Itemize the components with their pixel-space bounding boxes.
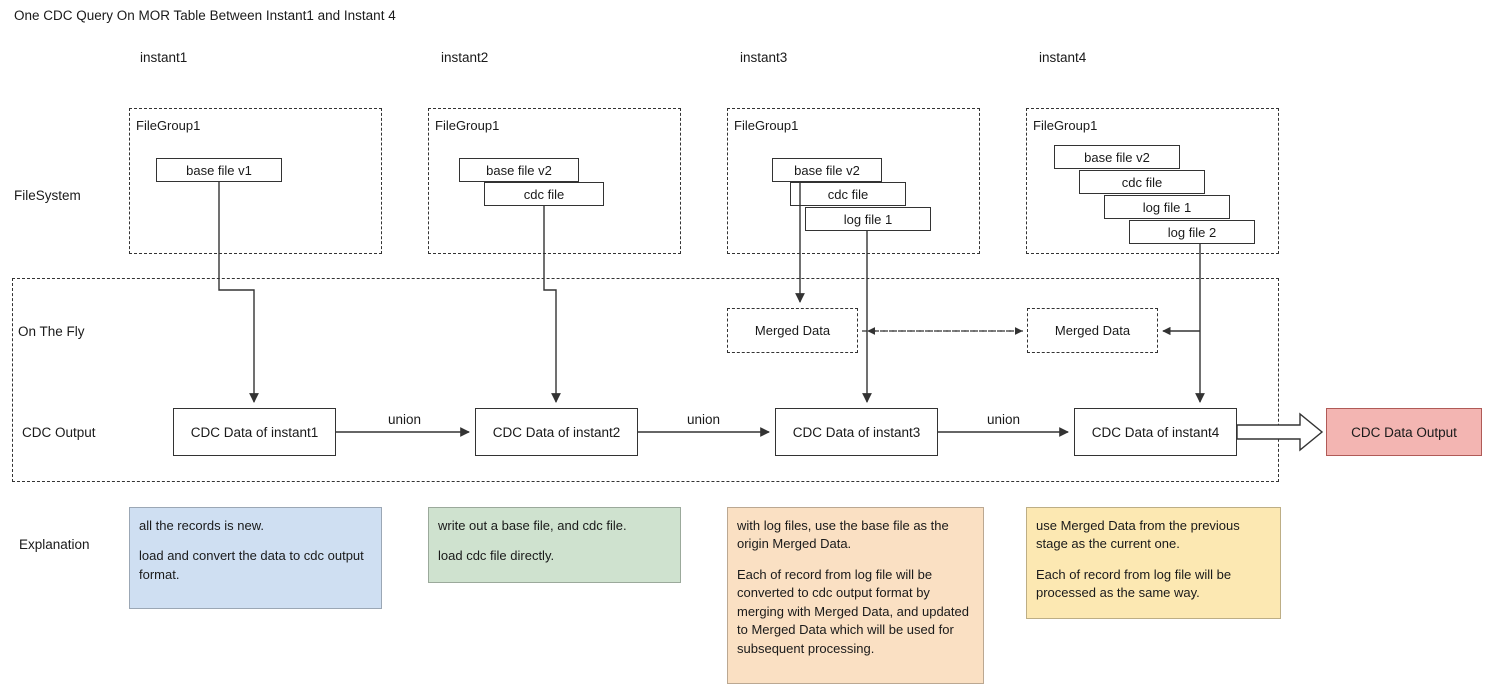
cdc-data-box-instant4: CDC Data of instant4 [1074, 408, 1237, 456]
explanation-note-instant3 [727, 507, 984, 684]
filegroup-label-instant3: FileGroup1 [734, 118, 799, 133]
file-box-base-file-v1: base file v1 [156, 158, 282, 182]
row-label-cdc-output: CDC Output [22, 425, 96, 440]
cdc-data-box-instant1: CDC Data of instant1 [173, 408, 336, 456]
explanation-paragraph: load and convert the data to cdc output format. [139, 548, 364, 582]
explanation-paragraph: write out a base file, and cdc file. [438, 518, 627, 533]
file-box-log-file-1-i4: log file 1 [1104, 195, 1230, 219]
union-label-3: union [987, 412, 1021, 427]
union-label-2: union [687, 412, 721, 427]
row-label-explanation: Explanation [19, 537, 90, 552]
explanation-paragraph: Each of record from log file will be converted to cdc output format by merging with Merged Data, and updated to Merged Data which will be used for subsequent processing. [737, 566, 969, 656]
file-box-base-file-v2-i3: base file v2 [772, 158, 882, 182]
filegroup-label-instant1: FileGroup1 [136, 118, 201, 133]
file-box-cdc-file-i4: cdc file [1079, 170, 1205, 194]
file-box-cdc-file-i2: cdc file [484, 182, 604, 206]
filegroup-label-instant2: FileGroup1 [435, 118, 500, 133]
column-heading-instant1: instant1 [140, 50, 188, 65]
file-box-log-file-1-i3: log file 1 [805, 207, 931, 231]
cdc-data-box-instant2: CDC Data of instant2 [475, 408, 638, 456]
column-heading-instant3: instant3 [740, 50, 788, 65]
column-heading-instant2: instant2 [441, 50, 489, 65]
column-heading-instant4: instant4 [1039, 50, 1087, 65]
row-label-filesystem: FileSystem [14, 188, 81, 203]
file-box-cdc-file-i3: cdc file [790, 182, 906, 206]
file-box-base-file-v2-i2: base file v2 [459, 158, 579, 182]
union-label-1: union [388, 412, 422, 427]
explanation-paragraph: all the records is new. [139, 518, 265, 533]
explanation-paragraph: load cdc file directly. [438, 548, 555, 564]
explanation-note-instant2 [428, 507, 681, 583]
cdc-data-box-instant3: CDC Data of instant3 [775, 408, 938, 456]
merged-data-box-instant4: Merged Data [1027, 308, 1158, 353]
explanation-note-instant4 [1026, 507, 1281, 619]
merged-data-box-instant3: Merged Data [727, 308, 858, 353]
file-box-log-file-2-i4: log file 2 [1129, 220, 1255, 244]
explanation-note-instant1 [129, 507, 382, 609]
file-box-base-file-v2-i4: base file v2 [1054, 145, 1180, 169]
explanation-paragraph: use Merged Data from the previous stage as the current one. [1036, 518, 1240, 552]
row-label-on-the-fly: On The Fly [18, 324, 85, 339]
filegroup-label-instant4: FileGroup1 [1033, 118, 1098, 133]
explanation-paragraph: Each of record from log file will be processed as the same way. [1036, 566, 1232, 601]
cdc-data-output-box: CDC Data Output [1326, 408, 1482, 456]
explanation-paragraph: with log files, use the base file as the origin Merged Data. [737, 518, 949, 552]
page-title: One CDC Query On MOR Table Between Instant1 and Instant 4 [14, 8, 396, 23]
